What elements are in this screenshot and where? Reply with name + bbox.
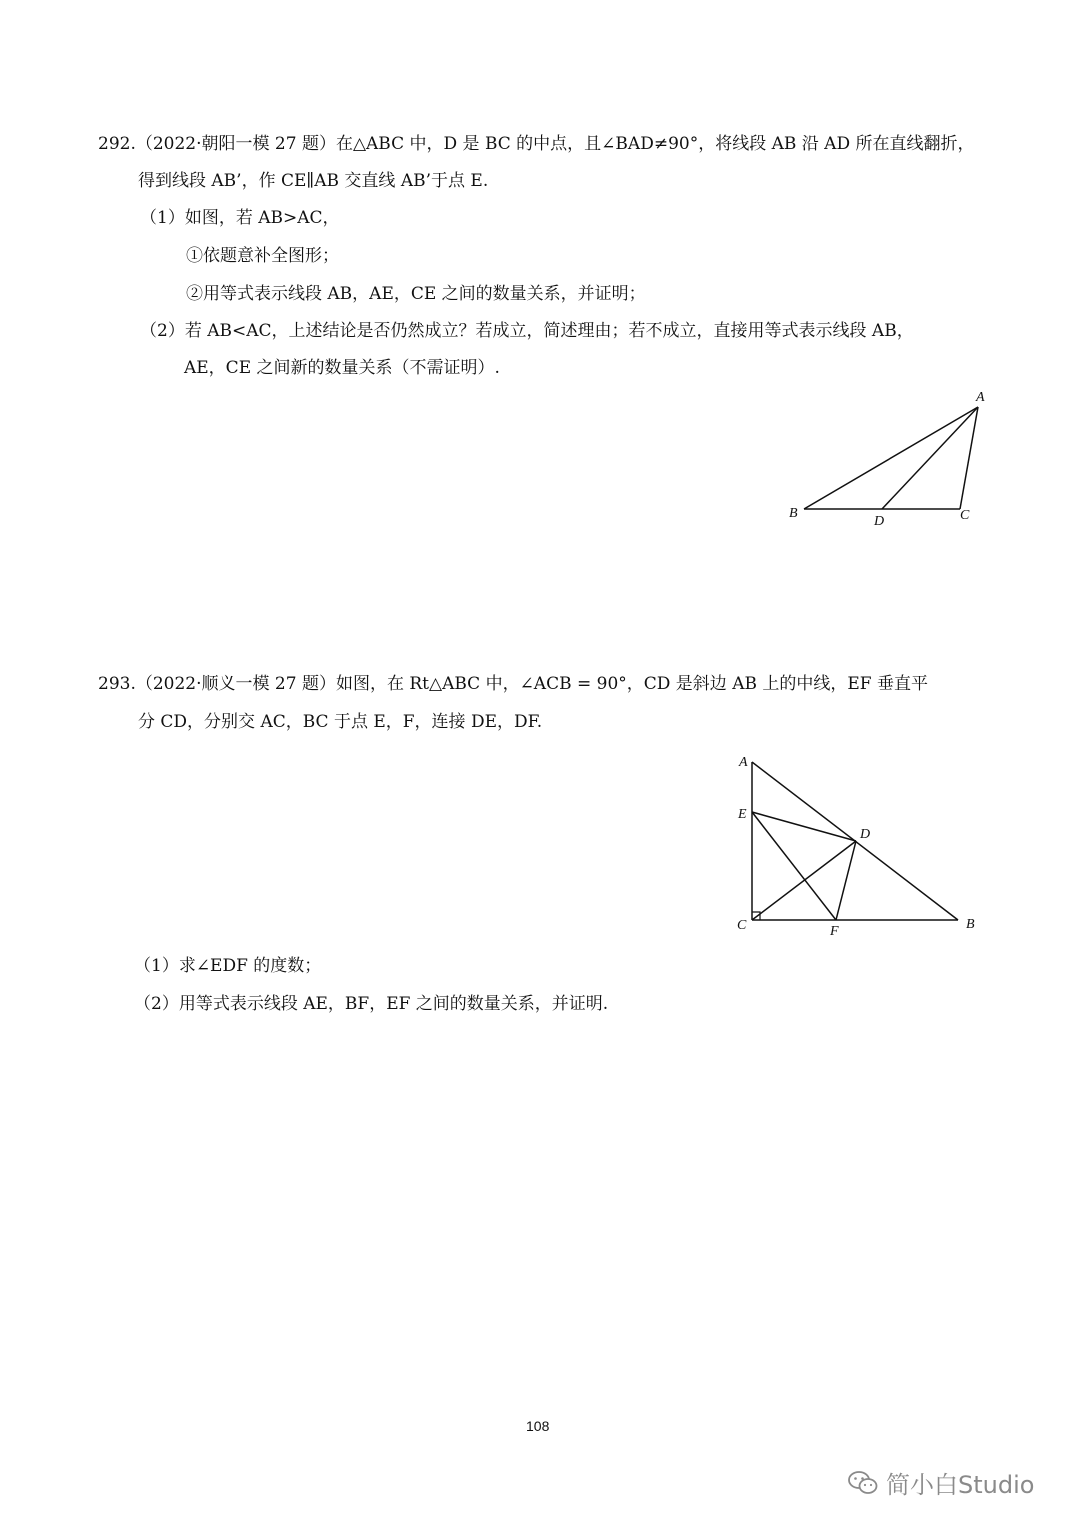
- problem-293-figure: [730, 750, 990, 940]
- problem-293-part-2: （2）用等式表示线段 AE，BF，EF 之间的数量关系，并证明.: [134, 994, 609, 1014]
- label-f: F: [830, 924, 839, 939]
- problem-293-stem-line-2: 分 CD，分别交 AC，BC 于点 E，F，连接 DE，DF.: [138, 712, 543, 732]
- problem-292-part-2-line-2: AE，CE 之间新的数量关系（不需证明）.: [184, 358, 500, 378]
- watermark: [848, 1465, 1034, 1500]
- problem-292-part-1: （1）如图，若 AB>AC，: [140, 208, 340, 228]
- watermark-text: 简小白Studio: [886, 1471, 1035, 1499]
- label-a: A: [976, 390, 985, 405]
- problem-293-part-1: （1）求∠EDF 的度数；: [134, 956, 322, 976]
- label-b: B: [789, 506, 798, 521]
- problem-293-stem-line-1: 293.（2022·顺义一模 27 题）如图，在 Rt△ABC 中，∠ACB = 90°，CD 是斜边 AB 上的中线，EF 垂直平: [98, 674, 928, 694]
- problem-292-figure: [780, 385, 1000, 535]
- segment-cd: [752, 841, 856, 920]
- label-a: A: [739, 755, 748, 770]
- segment-ab: [804, 407, 978, 509]
- page-number: 108: [526, 1418, 550, 1434]
- problem-292-part-1-a: ①依题意补全图形；: [186, 246, 339, 266]
- segment-df: [836, 841, 856, 920]
- problem-292-stem-line-2: 得到线段 AB’，作 CE∥AB 交直线 AB’于点 E.: [138, 171, 489, 191]
- segment-ad: [882, 407, 978, 509]
- label-d: D: [874, 514, 885, 529]
- problem-292-part-2-line-1: （2）若 AB<AC，上述结论是否仍然成立？若成立，简述理由；若不成立，直接用等式表示线段 AB，: [140, 321, 914, 341]
- label-c: C: [960, 508, 970, 523]
- problem-292-stem-line-1: 292.（2022·朝阳一模 27 题）在△ABC 中，D 是 BC 的中点，且∠BAD≠90°，将线段 AB 沿 AD 所在直线翻折，: [98, 134, 975, 154]
- label-d: D: [860, 827, 871, 842]
- problem-292-part-1-b: ②用等式表示线段 AB，AE，CE 之间的数量关系，并证明；: [186, 284, 646, 304]
- label-b: B: [966, 917, 975, 932]
- segment-de: [752, 812, 856, 841]
- wechat-icon: [848, 1470, 878, 1496]
- label-c: C: [737, 918, 747, 933]
- label-e: E: [738, 807, 747, 822]
